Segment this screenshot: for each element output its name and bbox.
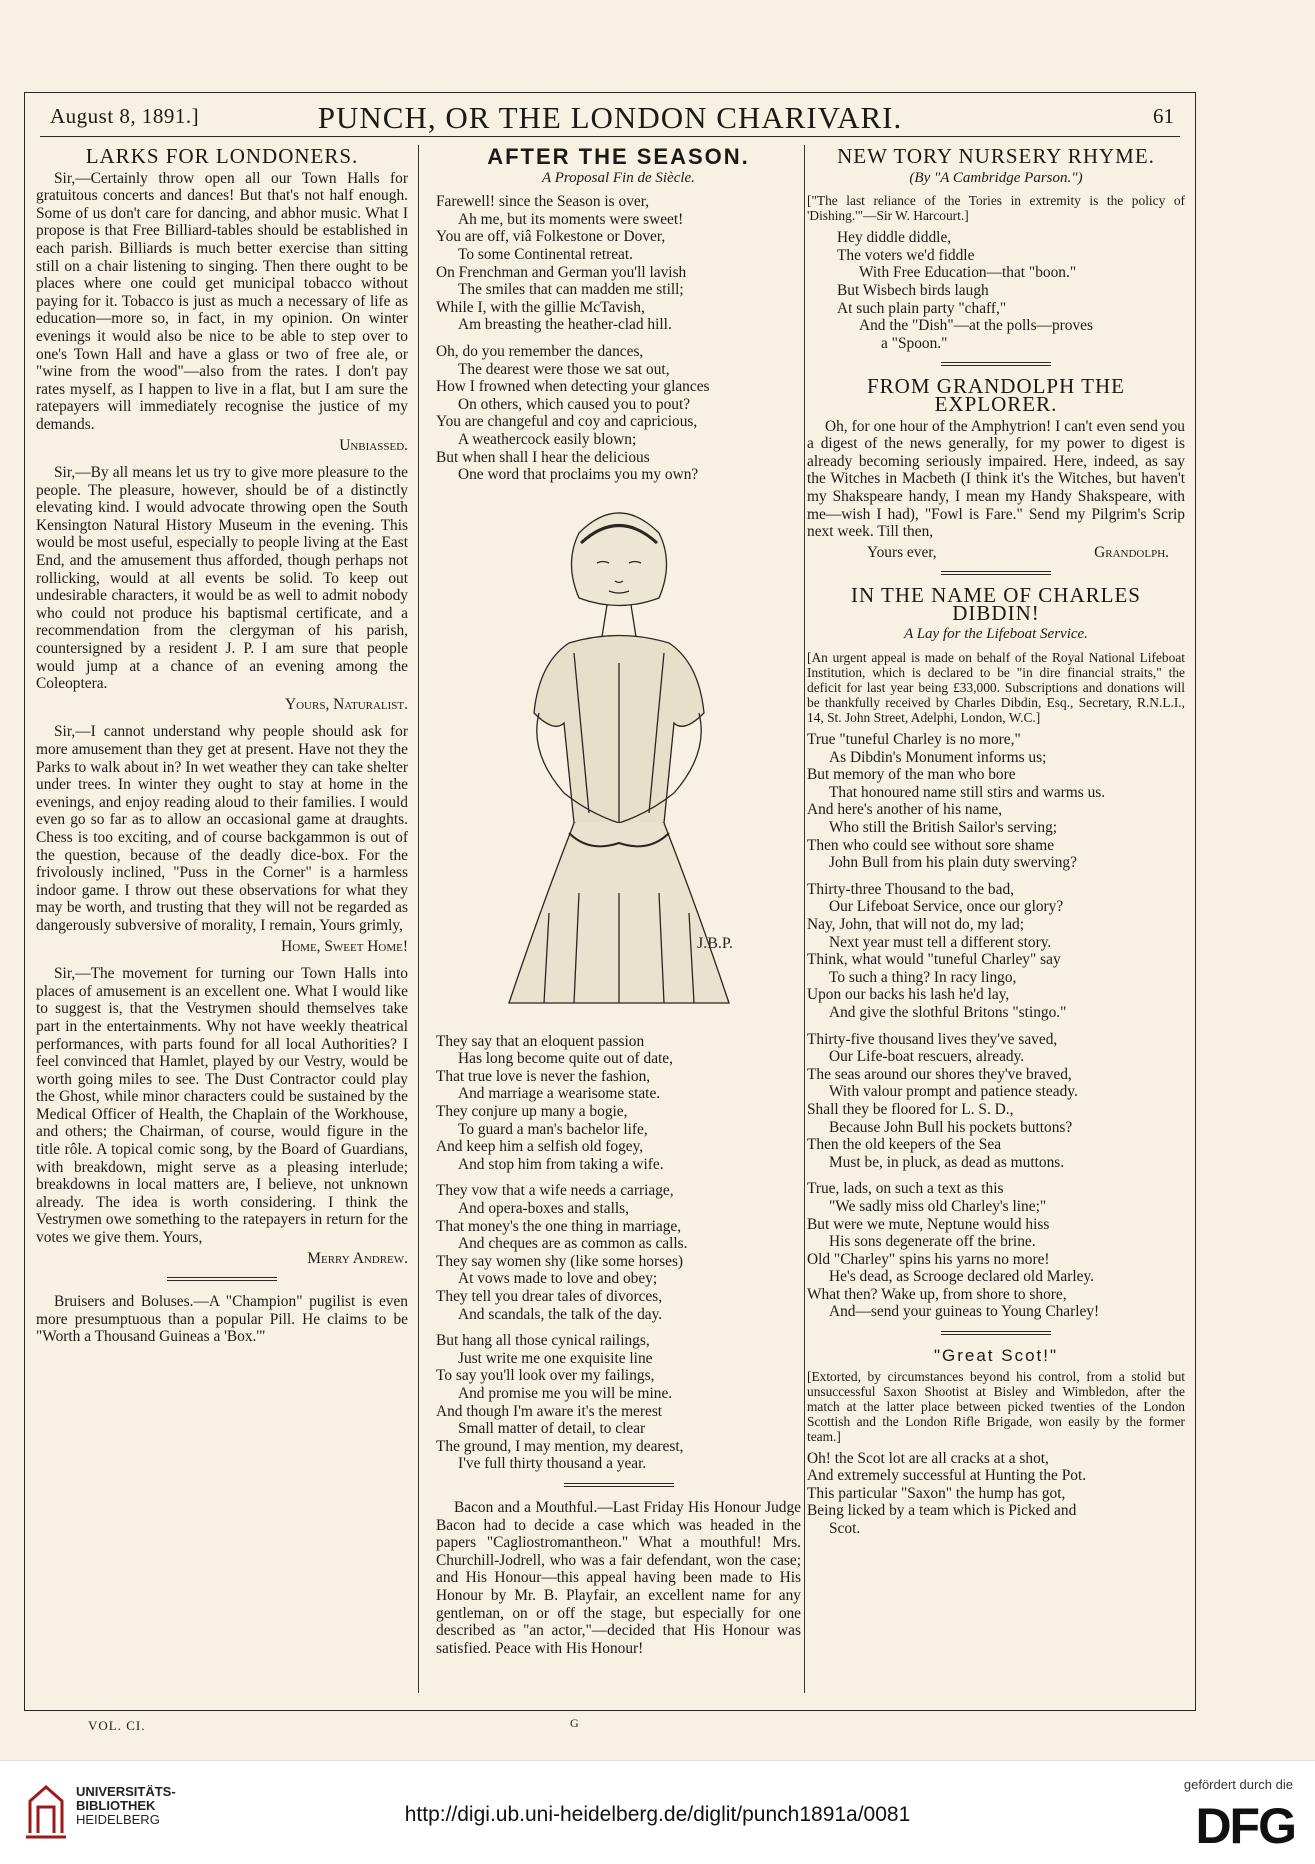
verse-line: Next year must tell a different story.	[829, 933, 1052, 951]
verse-line: Upon our backs his lash he'd lay,	[807, 986, 1010, 1004]
verse-line: You are off, viâ Folkestone or Dover,	[436, 228, 666, 246]
verse-line: You are changeful and coy and capricious,	[436, 413, 698, 431]
verse-line: And scandals, the talk of the day.	[458, 1305, 663, 1323]
verse-line: Scot.	[829, 1520, 861, 1538]
grandolph-yours: Yours ever,	[867, 543, 937, 561]
letter-naturalist: Sir,—By all means let us try to give more pleasure to the people. The pleasure, however, should be of a distinctly elevating kind. I would advocate throwing open the South Kensington Natural History Museum in the evening. This would be most useful, especially to people living at the East End, and the amusement thus afforded, though perhaps not rollicking, would at all events be solid. To keep out undesirable characters, it would be as well to admit nobody who could not produce his baptismal certificate, and a recommendation from the clergyman of his parish, countersigned by a resident J. P. I am sure that people would jump at a chance of an evening among the Coleoptera.	[36, 464, 408, 693]
grandolph-name: Grandolph.	[1094, 543, 1169, 561]
verse-line: To such a thing? In racy lingo,	[829, 968, 1017, 986]
signature-merry-andrew: Merry Andrew.	[307, 1249, 408, 1267]
verse-line: And opera-boxes and stalls,	[458, 1200, 629, 1218]
article-subtitle-season: A Proposal Fin de Siècle.	[542, 169, 695, 186]
verse-line: They tell you drear tales of divorces,	[436, 1288, 663, 1305]
divider	[941, 571, 1051, 575]
column-right	[807, 144, 1185, 1547]
uni-line-2: BIBLIOTHEK	[76, 1798, 156, 1813]
verse-line: Small matter of detail, to clear	[458, 1420, 646, 1438]
verse-line: Think, what would "tuneful Charley" say	[807, 951, 1061, 969]
verse-line: They say that an eloquent passion	[436, 1032, 645, 1050]
letter-merry-andrew: Sir,—The movement for turning our Town Halls into places of amusement is an excellent one. What I would like to suggest is, that the Vestrymen should themselves take part in the entertainments. Why not have weekly theatrical performances, with parts found for all local Authorities? I feel convinced that Hamlet, played by our Vestry, would be worth going miles to see. The Dust Contractor could play the Ghost, while minor characters could be sustained by the Medical Officer of Health, the Chaplain of the Workhouse, and others; the Chairman, of course, would figure in the title rôle. A topical comic song, by the Board of Guardians, with breakdown, might serve as a pleasing interlude; breakdowns in local matters are, I believe, not unknown already. The idea is worth considering. I think the Vestrymen owe something to the ratepayers in return for the votes we give them. Yours,	[36, 965, 408, 1247]
signature-naturalist: Yours, Naturalist.	[284, 695, 408, 713]
verse-line: Must be, in pluck, as dead as muttons.	[829, 1153, 1065, 1171]
issue-date: August 8, 1891.]	[50, 104, 200, 128]
verse-line: But Wisbech birds laugh	[837, 281, 989, 299]
verse-line: True, lads, on such a text as this	[807, 1180, 1004, 1198]
article-title-larks: LARKS FOR LONDONERS.	[85, 144, 359, 168]
verse-line: What then? Wake up, from shore to shore,	[807, 1285, 1067, 1303]
illustration-lady	[469, 493, 769, 1023]
verse-line: That true love is never the fashion,	[436, 1067, 651, 1085]
verse-line: And stop him from taking a wife.	[458, 1155, 664, 1173]
verse-line: Thirty-three Thousand to the bad,	[807, 880, 1015, 898]
epigraph-harcourt: ["The last reliance of the Tories in extremity is the policy of 'Dishing.'"—Sir W. Harcourt.]	[807, 193, 1185, 224]
verse-line: And—send your guineas to Young Charley!	[829, 1303, 1100, 1321]
verse-line: That honoured name still stirs and warms us.	[829, 783, 1106, 801]
verse-line: Hey diddle diddle,	[837, 229, 952, 247]
verse-line: A weathercock easily blown;	[458, 430, 637, 448]
verse-line: But hang all those cynical railings,	[436, 1332, 650, 1350]
verse-line: And marriage a wearisome state.	[458, 1085, 661, 1103]
uni-line-3: HEIDELBERG	[76, 1812, 160, 1827]
verse-line: And extremely successful at Hunting the Pot.	[807, 1467, 1087, 1485]
poem-stanza-5	[436, 1332, 801, 1473]
verse-line: Who still the British Sailor's serving;	[829, 819, 1058, 837]
verse-line: And the "Dish"—at the polls—proves	[859, 317, 1093, 335]
verse-line: The ground, I may mention, my dearest,	[436, 1437, 684, 1455]
verse-line: Being licked by a team which is Picked and	[807, 1502, 1077, 1520]
signature-home-sweet-home: Home, Sweet Home!	[281, 937, 408, 955]
poem-stanza-3	[436, 1033, 801, 1174]
funded-by-label: gefördert durch die	[1183, 1777, 1293, 1792]
printer-signature: G	[570, 1716, 579, 1730]
verse-line: a "Spoon."	[881, 334, 948, 352]
verse-line: And cheques are as common as calls.	[458, 1235, 688, 1253]
masthead-title: PUNCH, OR THE LONDON CHARIVARI.	[317, 100, 903, 135]
verse-line: With Free Education—that "boon."	[859, 264, 1077, 282]
divider	[941, 1331, 1051, 1335]
verse-line: The voters we'd fiddle	[837, 246, 975, 264]
byline-cambridge-parson: (By "A Cambridge Parson.")	[909, 169, 1083, 186]
uni-line-1: UNIVERSITÄTS-	[76, 1784, 176, 1799]
verse-line: The smiles that can madden me still;	[458, 281, 684, 299]
verse-line: Oh, do you remember the dances,	[436, 342, 644, 360]
verse-line: But memory of the man who bore	[807, 766, 1016, 784]
verse-line: Thirty-five thousand lives they've saved,	[807, 1030, 1058, 1048]
verse-line: Ah me, but its moments were sweet!	[458, 210, 684, 228]
article-title-season: AFTER THE SEASON.	[487, 144, 750, 169]
verse-line: I've full thirty thousand a year.	[458, 1455, 647, 1473]
dfg-logo[interactable]: DFG	[1195, 1798, 1295, 1854]
note-great-scot: [Extorted, by circumstances beyond his control, from a stolid but unsuccessful Saxon Shootist at Bisley and Wimbledon, after the match at the latter place between picked twenties of the London Scottish and the London Rifle Brigade, won easily by the former team.]	[807, 1368, 1185, 1444]
viewer-footer-bar	[0, 1760, 1315, 1864]
verse-line: Oh! the Scot lot are all cracks at a shot,	[807, 1449, 1049, 1467]
verse-line: How I frowned when detecting your glances	[436, 378, 710, 396]
letter-unbiassed: Sir,—Certainly throw open all our Town Halls for gratuitous concerts and dances! But that's not half enough. Some of us don't care for dancing, and abhor music. What I propose is that Free Billiard-tables should be established in each parish. Billiards is much better exercise than sitting still on a chair listening to singing. Then there ought to be places where one could get municipal tobacco without paying for it. Tobacco is just as much a necessary of life as education—more so, in fact, in my opinion. On winter evenings it would also be nice to be able to step over to one's Town Hall and have a glass or two of free ale, or "wine from the wood"—also from the rates. I don't pay rates myself, as I happen to live in a flat, but I am sure the ratepayers will immediately recognise the justice of my demands.	[36, 169, 408, 433]
verse-line: Am breasting the heather-clad hill.	[458, 316, 672, 334]
dibdin-stanza-2	[807, 881, 1185, 1022]
note-lifeboat: [An urgent appeal is made on behalf of the Royal National Lifeboat Institution, which is declared to be "in dire financial straits," the deficit for last year being £33,000. Subscriptions and donations will be thankfully received by Charles Dibdin, Esq., Secretary, R.N.L.I., 14, St. John Street, Adelphi, London, W.C.]	[807, 650, 1185, 726]
article-subtitle-dibdin: A Lay for the Lifeboat Service.	[904, 626, 1088, 643]
verse-line: They vow that a wife needs a carriage,	[436, 1182, 674, 1200]
verse-line: Farewell! since the Season is over,	[436, 193, 650, 211]
verse-line: While I, with the gillie McTavish,	[436, 298, 645, 316]
paragraph-bruisers: Bruisers and Boluses.—A "Champion" pugilist is even more presumptuous than a popular Pill. He claims to be "Worth a Thousand Guineas a 'Box.'"	[36, 1293, 408, 1346]
illustration-initials: J.B.P.	[696, 934, 733, 952]
nursery-rhyme	[807, 229, 1185, 352]
verse-line: But when shall I hear the delicious	[436, 448, 650, 466]
verse-line: He's dead, as Scrooge declared old Marley.	[829, 1268, 1095, 1286]
verse-line: True "tuneful Charley is no more,"	[807, 731, 1021, 749]
poem-stanza-4	[436, 1182, 801, 1323]
verse-line: Nay, John, that will not do, my lad;	[807, 916, 1025, 933]
verse-line: They say women shy (like some horses)	[436, 1252, 684, 1270]
column-rule-2	[804, 145, 805, 1693]
verse-line: On Frenchman and German you'll lavish	[436, 263, 687, 281]
poem-stanza-2	[436, 343, 801, 484]
verse-line: That money's the one thing in marriage,	[436, 1217, 682, 1235]
verse-line: John Bull from his plain duty swerving?	[829, 854, 1077, 872]
article-title-great-scot: "Great Scot!"	[933, 1346, 1059, 1366]
verse-line: But were we mute, Neptune would hiss	[807, 1215, 1050, 1233]
verse-line: Because John Bull his pockets buttons?	[829, 1118, 1073, 1136]
verse-line: On others, which caused you to pout?	[458, 395, 691, 413]
verse-line: Has long become quite out of date,	[458, 1050, 673, 1068]
paragraph-grandolph: Oh, for one hour of the Amphytrion! I can't even send you a digest of the news generally, for my power to digest is already becoming seriously impaired. Here, indeed, as say the Witches in Macbeth (I think it's the Witches, but haven't my Shakspeare handy, I mean my Handy Shakspeare, with me—wish I had), "Fowl is Fare." Send my Pilgrim's Scrip next week. Till then,	[807, 417, 1185, 541]
poem-stanza-1	[436, 193, 801, 334]
dibdin-stanza-3	[807, 1031, 1185, 1172]
verse-line: With valour prompt and patience steady.	[829, 1083, 1078, 1101]
paragraph-bacon: Bacon and a Mouthful.—Last Friday His Honour Judge Bacon had to decide a case which was headed in the papers "Cagliostromantheon." What a mouthful! Mrs. Churchill-Jodrell, who was a fair defendant, won the case; and His Honour—this appeal having been made to His Honour by Mr. B. Playfair, an excellent name for any gentleman, on or off the stage, but especially for one described as "an actor,"—decided that His Honour was satisfied. Peace with His Honour!	[436, 1498, 801, 1657]
letter-home-sweet-home: Sir,—I cannot understand why people should ask for more amusement than they get at present. Have not they the Parks to walk about in? In wet weather they can take shelter under trees. In winter they ought to stay at home in the evenings, and enjoy reading aloud to their families. I would even go so far as to allow an occasional game at draughts. Chess is too exciting, and of course backgammon is out of the question, because of the deadly dice-box. For the frivolously inclined, "Puss in the Corner" is a harmless indoor game. I throw out these observations for what they may be worth, and trusting that they will not be regarded as dangerously subversive of morality, I remain, Yours grimly,	[36, 723, 408, 934]
verse-line: At such plain party "chaff,"	[837, 299, 1007, 317]
verse-line: The seas around our shores they've braved,	[807, 1065, 1072, 1083]
volume-label: VOL. CI.	[88, 1718, 146, 1733]
poem-great-scot	[807, 1450, 1185, 1538]
article-title-nursery-rhyme: NEW TORY NURSERY RHYME.	[837, 144, 1155, 168]
permalink-url[interactable]: http://digi.ub.uni-heidelberg.de/diglit/punch1891a/0081	[404, 1803, 911, 1826]
verse-line: Then who could see without sore shame	[807, 836, 1055, 854]
verse-line: Our Lifeboat Service, once our glory?	[829, 898, 1064, 916]
verse-line: Old "Charley" spins his yarns no more!	[807, 1250, 1050, 1268]
column-left	[36, 144, 408, 1355]
divider	[167, 1277, 277, 1281]
signature-unbiassed: Unbiassed.	[339, 436, 408, 454]
page-number: 61	[1153, 104, 1174, 128]
verse-line: This particular "Saxon" the hump has got,	[807, 1484, 1066, 1502]
verse-line: "We sadly miss old Charley's line;"	[829, 1197, 1047, 1215]
verse-line: Just write me one exquisite line	[458, 1349, 653, 1367]
grandolph-signoff	[867, 544, 1169, 562]
column-rule-1	[418, 145, 419, 1693]
divider	[941, 362, 1051, 366]
verse-line: The dearest were those we sat out,	[458, 360, 670, 378]
verse-line: At vows made to love and obey;	[458, 1270, 658, 1288]
verse-line: His sons degenerate off the brine.	[829, 1233, 1036, 1251]
verse-line: As Dibdin's Monument informs us;	[829, 748, 1047, 766]
verse-line: And promise me you will be mine.	[458, 1384, 673, 1402]
verse-line: And here's another of his name,	[807, 801, 1003, 819]
column-middle	[436, 144, 801, 1666]
dibdin-stanza-4	[807, 1180, 1185, 1321]
verse-line: One word that proclaims you my own?	[458, 466, 699, 484]
verse-line: Our Life-boat rescuers, already.	[829, 1048, 1025, 1066]
dibdin-stanza-1	[807, 731, 1185, 872]
verse-line: To guard a man's bachelor life,	[458, 1120, 648, 1138]
article-title-dibdin: IN THE NAME OF CHARLES DIBDIN!	[851, 583, 1141, 625]
verse-line: Shall they be floored for L. S. D.,	[807, 1100, 1014, 1118]
verse-line: And keep him a selfish old fogey,	[436, 1138, 644, 1156]
verse-line: To say you'll look over my failings,	[436, 1367, 655, 1385]
verse-line: And give the slothful Britons "stingo."	[829, 1003, 1067, 1021]
article-title-grandolph: FROM GRANDOLPH THE EXPLORER.	[867, 374, 1125, 416]
page-header	[40, 100, 1180, 137]
divider	[564, 1483, 674, 1487]
verse-line: And though I'm aware it's the merest	[436, 1402, 663, 1420]
verse-line: They conjure up many a bogie,	[436, 1103, 628, 1121]
verse-line: Then the old keepers of the Sea	[807, 1136, 1002, 1154]
verse-line: To some Continental retreat.	[458, 245, 634, 263]
